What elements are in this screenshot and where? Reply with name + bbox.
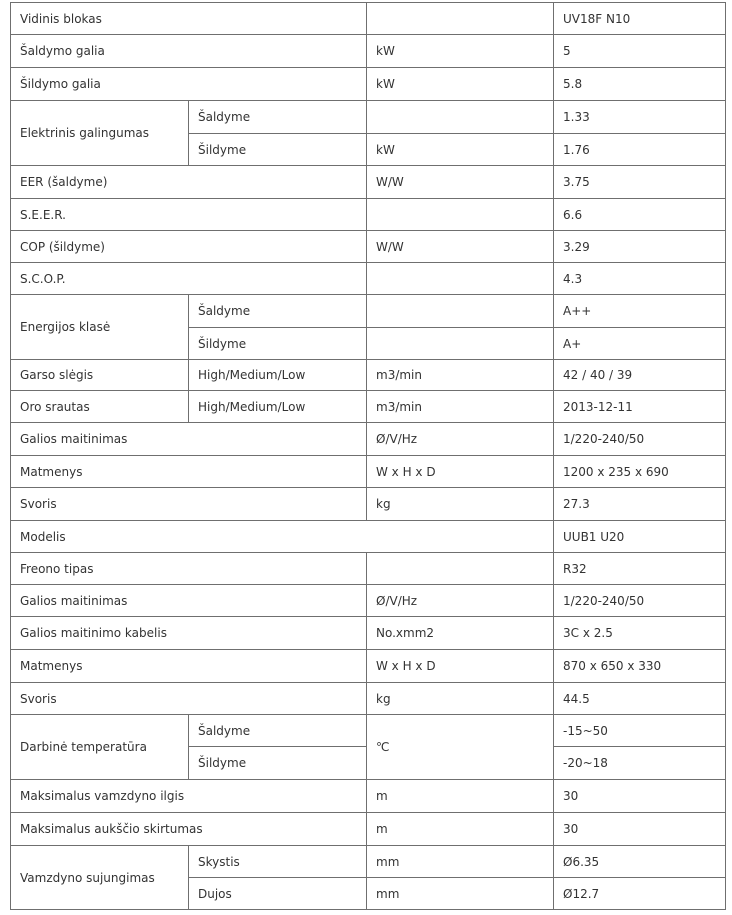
value-cell: 5 xyxy=(554,35,726,68)
unit-cell: Ø/V/Hz xyxy=(367,585,554,617)
unit-cell: kg xyxy=(367,683,554,715)
table-row xyxy=(11,68,726,101)
value-cell: 1.33 xyxy=(554,101,726,134)
value-cell: 3.75 xyxy=(554,166,726,199)
table-row xyxy=(11,295,726,328)
value-cell: 3.29 xyxy=(554,231,726,263)
value-cell: 3C x 2.5 xyxy=(554,617,726,650)
table-row xyxy=(11,199,726,231)
table-row xyxy=(11,617,726,650)
value-cell: 42 / 40 / 39 xyxy=(554,360,726,391)
row-label: Freono tipas xyxy=(11,553,367,585)
value-cell: UV18F N10 xyxy=(554,3,726,35)
table-row xyxy=(11,231,726,263)
value-cell: -15~50 xyxy=(554,715,726,747)
value-cell: Ø6.35 xyxy=(554,846,726,878)
sub-label: Šildyme xyxy=(189,134,367,166)
table-row xyxy=(11,846,726,878)
row-label: Modelis xyxy=(11,521,554,553)
unit-cell xyxy=(367,3,554,35)
unit-cell: mm xyxy=(367,846,554,878)
table-row xyxy=(11,360,726,391)
unit-cell: W/W xyxy=(367,231,554,263)
unit-cell: kW xyxy=(367,35,554,68)
value-cell: 1.76 xyxy=(554,134,726,166)
row-label: Maksimalus vamzdyno ilgis xyxy=(11,780,367,813)
unit-cell: kW xyxy=(367,68,554,101)
unit-cell: Ø/V/Hz xyxy=(367,423,554,456)
table-row xyxy=(11,166,726,199)
row-label: S.E.E.R. xyxy=(11,199,367,231)
unit-cell xyxy=(367,199,554,231)
value-cell: -20~18 xyxy=(554,747,726,780)
value-cell: 1/220-240/50 xyxy=(554,585,726,617)
unit-cell xyxy=(367,101,554,134)
value-cell: 44.5 xyxy=(554,683,726,715)
value-cell: A+ xyxy=(554,328,726,360)
table-row xyxy=(11,521,726,553)
row-label: Matmenys xyxy=(11,456,367,488)
sub-label: Dujos xyxy=(189,878,367,910)
table-row xyxy=(11,456,726,488)
unit-cell: m3/min xyxy=(367,391,554,423)
sub-label: Šaldyme xyxy=(189,715,367,747)
row-label: Oro srautas xyxy=(11,391,189,423)
unit-cell: kg xyxy=(367,488,554,521)
unit-cell xyxy=(367,328,554,360)
row-label: Matmenys xyxy=(11,650,367,683)
row-label: Vamzdyno sujungimas xyxy=(11,846,189,910)
row-label: S.C.O.P. xyxy=(11,263,367,295)
unit-cell: m xyxy=(367,813,554,846)
value-cell: 1/220-240/50 xyxy=(554,423,726,456)
specifications-body xyxy=(11,3,726,910)
table-row xyxy=(11,35,726,68)
value-cell: 30 xyxy=(554,780,726,813)
table-row xyxy=(11,650,726,683)
table-row xyxy=(11,813,726,846)
row-label: Elektrinis galingumas xyxy=(11,101,189,166)
condition-cell: High/Medium/Low xyxy=(189,360,367,391)
unit-cell: m3/min xyxy=(367,360,554,391)
value-cell: 5.8 xyxy=(554,68,726,101)
specifications-table xyxy=(10,2,726,910)
sub-label: Šaldyme xyxy=(189,295,367,328)
row-label: Vidinis blokas xyxy=(11,3,367,35)
table-row xyxy=(11,3,726,35)
value-cell: 1200 x 235 x 690 xyxy=(554,456,726,488)
sub-label: Šaldyme xyxy=(189,101,367,134)
row-label: Energijos klasė xyxy=(11,295,189,360)
row-label: Galios maitinimas xyxy=(11,585,367,617)
row-label: Svoris xyxy=(11,683,367,715)
table-row xyxy=(11,263,726,295)
row-label: Šaldymo galia xyxy=(11,35,367,68)
table-row xyxy=(11,423,726,456)
table-row xyxy=(11,553,726,585)
sub-label: Skystis xyxy=(189,846,367,878)
row-label: Maksimalus aukščio skirtumas xyxy=(11,813,367,846)
row-label: Garso slėgis xyxy=(11,360,189,391)
table-row xyxy=(11,488,726,521)
table-row xyxy=(11,391,726,423)
value-cell: 30 xyxy=(554,813,726,846)
table-row xyxy=(11,585,726,617)
value-cell: Ø12.7 xyxy=(554,878,726,910)
row-label: Galios maitinimas xyxy=(11,423,367,456)
table-row xyxy=(11,780,726,813)
unit-cell: m xyxy=(367,780,554,813)
sub-label: Šildyme xyxy=(189,747,367,780)
value-cell: 2013-12-11 xyxy=(554,391,726,423)
unit-cell: ℃ xyxy=(367,715,554,780)
sub-label: Šildyme xyxy=(189,328,367,360)
value-cell: R32 xyxy=(554,553,726,585)
unit-cell: W x H x D xyxy=(367,456,554,488)
row-label: Galios maitinimo kabelis xyxy=(11,617,367,650)
value-cell: 27.3 xyxy=(554,488,726,521)
value-cell: UUB1 U20 xyxy=(554,521,726,553)
value-cell: 4.3 xyxy=(554,263,726,295)
value-cell: 6.6 xyxy=(554,199,726,231)
table-row xyxy=(11,101,726,134)
unit-cell xyxy=(367,295,554,328)
row-label: Šildymo galia xyxy=(11,68,367,101)
table-row xyxy=(11,683,726,715)
row-label: Darbinė temperatūra xyxy=(11,715,189,780)
row-label: COP (šildyme) xyxy=(11,231,367,263)
value-cell: 870 x 650 x 330 xyxy=(554,650,726,683)
unit-cell: W/W xyxy=(367,166,554,199)
table-row xyxy=(11,715,726,747)
unit-cell: W x H x D xyxy=(367,650,554,683)
row-label: Svoris xyxy=(11,488,367,521)
value-cell: A++ xyxy=(554,295,726,328)
unit-cell xyxy=(367,263,554,295)
condition-cell: High/Medium/Low xyxy=(189,391,367,423)
row-label: EER (šaldyme) xyxy=(11,166,367,199)
unit-cell: mm xyxy=(367,878,554,910)
unit-cell: kW xyxy=(367,134,554,166)
unit-cell: No.xmm2 xyxy=(367,617,554,650)
unit-cell xyxy=(367,553,554,585)
